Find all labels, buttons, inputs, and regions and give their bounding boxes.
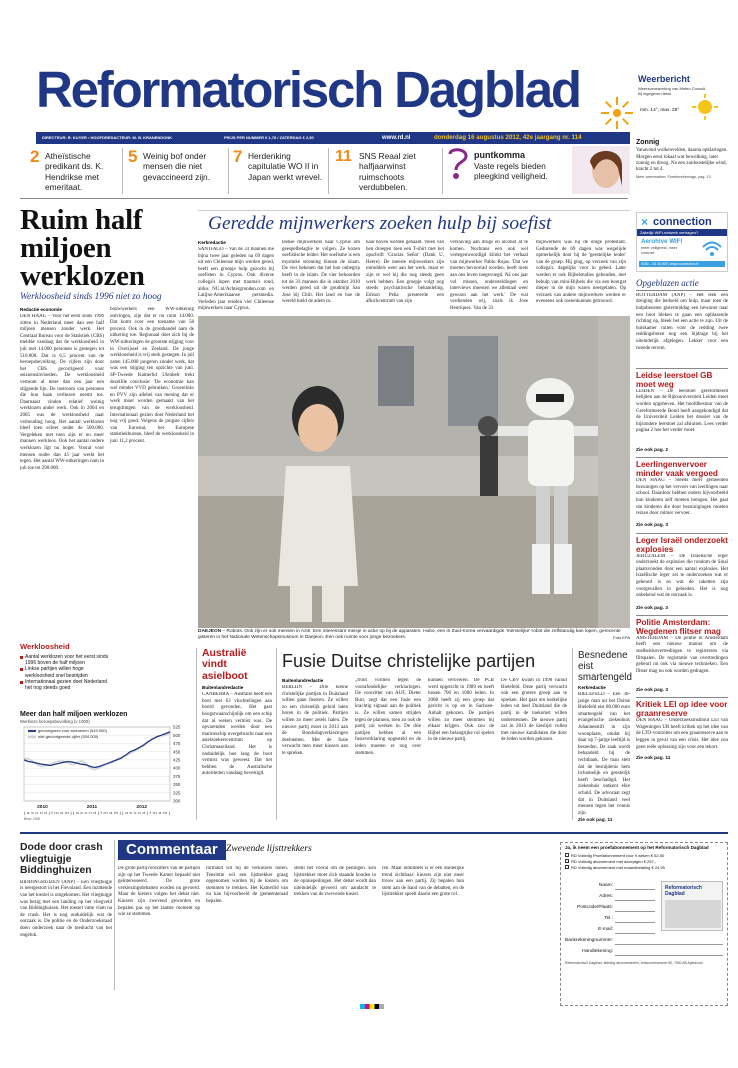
main-col-2: leense mijnwerkers naar Cyprus om geespelbetaglie te volgen. Ze kozen soefistische leider. Het soefisme is een mystieke stroming binnen de islam. De vier bekenen dat het hun onbegrip heeft in de islam. De vier behoorden tot de 33 mannen die in oktober 2010 werden gered uit de goudmijn San José bij Chili. Het land en hoe de wereld hield de adem in. [282, 240, 360, 305]
robot-photo [198, 316, 630, 628]
y-tick-label: 450 [173, 749, 181, 755]
date-bar [36, 132, 630, 144]
teaser-number: 7 [233, 148, 243, 166]
connection-sub: Zakelijk WiFi-netwerk vertragen? [637, 229, 727, 236]
form-label: Adres: [599, 894, 613, 899]
commentaar-col-4: ren. Maar inmiddels is er een duidelijke trend zichtbaar: kiezers zijn niet meer trouw aan een partij. Zij bepalen hun stem aan de hand van de debatten, en de lijsttrekker speelt daarin een grote rol. [382, 866, 464, 898]
x-tick-label: 2010 [37, 805, 48, 810]
address-field[interactable] [615, 900, 655, 901]
werkloosheid-box [20, 642, 110, 691]
puntkomma-title: puntkomma [474, 150, 526, 160]
main-byline: Kerkredactie [198, 240, 226, 245]
month-labels: j a s o n d j f m a m j j a s o n d j f m a m j j a s o n d j f m a m j [22, 811, 171, 815]
checkbox-icon[interactable] [565, 859, 569, 863]
brief-more: Zie ook pag. 3 [636, 605, 668, 611]
dode-text: BIDDINGHUIZEN (ANP) – Een vliegtuigje is neergestort in het Flevoland. Een inzittende van het toestel is omgekomen. Het vliegtuigje was bezig met een landing op het vliegveld van Biddinghuizen. Het toestel vatte vlam na de crash. Het is nog onduidelijk wat de oorzaak is. De politie en de Onderzoeksraad doen onderzoek naar de toedracht van het ongeluk. [20, 879, 112, 938]
main-col-5: mijnwerkers was hij de enige protestant. Gedurende de 69 dagen was wegelijde opmerkelijk door hij de 'geestelijke leider' van de groep. Hij ging, op verzoek van zijn collega's, dagelijks voor in gebed. Later werden er ook Bijbelstudies gehouden, met behulp van mini-Bijbels die via een boorgat dieper in de mijn waren neergelaten. Op verzoek van andere mijnwerkers werden er eveneens ook roeienkunnen getrouwd. [536, 240, 626, 305]
besnedene-byline: Kerkredactie [578, 685, 606, 690]
legend-label: niet-gecorrigeerde cijfer (504.000) [38, 734, 99, 740]
besnedene-headline: Besnedene eist smartengeld [578, 650, 632, 683]
teaser-item[interactable] [128, 148, 226, 194]
brief-more: Zie ook pag. 2 [636, 447, 668, 453]
fusie-col-3: kunnen veroveren. De PCB werd opgericht in 1989 en heeft tussen 700 en 1600 leden. In 2008 heeft zij een groep dat gericht is op en in Sachsen-Anhalt gekozen. De partijen willen zo meer stemmen bij elkaar krijgen. Ook zou de Bijbel een belangrijke rol spelen in de nieuwe partij. [428, 678, 494, 743]
teaser-number: 5 [128, 148, 138, 166]
commentaar-col-2: formand wil bij de verkiezers horen. Tenslotte wil een lijsttrekker graag opgenomen worden bij de kiezers om stemmen te trekken. Het Kamerlid van nu kan bijvoorbeeld de gemeenteraad bepalen. [206, 866, 288, 904]
puntkomma-teaser[interactable] [446, 146, 630, 194]
weather-source: Weersverwachting van Meteo Consult bij ingegeven tekst [638, 85, 706, 96]
werkloosheid-bullet: Internationaal gezien doet Nederland het nog steeds goed [20, 679, 110, 691]
caption-location: DAEJEON [198, 629, 222, 634]
teaser-number: 11 [335, 148, 352, 165]
brief-more: Zie ook pag. 11 [636, 756, 671, 762]
y-tick-label: 425 [173, 757, 181, 763]
fusie-headline: Fusie Duitse christelijke partijen [282, 651, 536, 671]
brief-headline: Leidse leerstoel GB moet weg [636, 368, 728, 389]
wifi-icon [701, 239, 723, 257]
brief-headline: Politie Amsterdam: Wegdenen flitser mag [636, 615, 728, 636]
form-label: Handtekening: [582, 949, 613, 954]
brief-more: Zie ook pag. 3 [636, 523, 668, 529]
lead-headline: Ruim half miljoen werklozen [20, 204, 145, 292]
x-icon: × [641, 215, 649, 229]
weather-today-label: Zonnig [636, 139, 660, 146]
lead-text: DEN HAAG – Voor het eerst sinds 1996 zitten in Nederland meer dan een half miljoen mensen zonder werk. Het Centraal Bureau voor de Statistiek (CBS) meldde vandaag dat de werkloosheid in juli met 14.000 personen is gestegen tot 510.000. Dat is 6,5 procent van de beroepsbevolking. De cijfers zijn door het CBS gecorrigeerd voor seizoensinvloeden. De werkloosheid vertoont al meer dan een jaar een stijgende lijn. De instroom van personen die hun baan verliezen neemt toe. Daarnaast vinden relatief weinig werklozen ander werk. Ook in 2004 en 2005 was de werkloosheid naar verhouding hoog. Het aantal werklozen bleef toen echter onder de 500.000. Vergeleken met toen zijn er nu meer mannen werkloos. Ook het aantal oudere werklozen ligt nu hoger. Vooral voor mensen ouder dan 45 jaar werkt het tegen. Het aantal WW-uitkeringen nam in juli toe tot 290.000. [20, 314, 104, 471]
y-tick-label: 375 [173, 773, 181, 779]
legend-label: gecorrigeerd voor seizoenen (510.000) [38, 728, 107, 734]
bank-field[interactable] [615, 944, 723, 945]
lead-byline: Redactie economie [20, 307, 62, 312]
postcode-field[interactable] [615, 911, 655, 912]
subscribe-newspaper [661, 881, 723, 931]
australie-text: CANBERRA – Australië heeft een boot met 63 vluchtelingen aan boord gevonden. Het gaat hoogstwaarschijnlijk om een schip dat al weken vermist was. De opvarenden werden door een marineschip overgebracht naar een asielzoekerscentrum op Christmaseiland. Het is onduidelijk hoe lang de boot vermist was geweest. Dat het bebben de Australische autoriteiten vandaag bevestigd. [202, 692, 272, 777]
werkloosheid-title: Werkloosheid [20, 642, 70, 651]
main-col-4: verslaving aan drugs en alcohol af te komen. Nochtans een ook wel vertegenwoordigd klinkt het verhaal van mijnwerker Pablo Rojas. 'Dat we moeten bevoorrad worden, heeft niets aan ons leven toegevoegd. Ná ons jaar vol missen, ondersteldingen en interviews moesten we allemaal weer gewoon aan het werk.' De wat verdienden wij, zoals ik Jose Henríquez. Van de 33 [450, 240, 528, 311]
chart-subtitle: Werkloze beroepsbevolking (x 1000) [20, 719, 90, 725]
dode-headline: Dode door crash vliegtuigje Biddinghuizen [20, 842, 103, 877]
commentaar-label: Commentaar [118, 840, 226, 860]
phone-field[interactable] [615, 922, 655, 923]
besnedene-text: BIELEFELD – Een 36-jarige man uit het Duitse Bielefeld eist 80.000 euro smartengeld van het evangelische ziekenhuis Johannesstift in zijn woonplaats, omdat hij daar op 7-jarige leeftijd is besneden. De zaak wordt behandeld bij de rechtbank. De man stelt dat de besnijdenis hem lichamelijk en geestelijk heeft beschadigd. Het ziekenhuis ontkent elke schuld. De advocaat zegt dat in Duitsland veel mensen tegen het vonnis zijn. [578, 692, 630, 816]
subscribe-option[interactable] [565, 865, 725, 871]
sun-logo-icon [600, 96, 634, 130]
weather-more: Meer weermaken: Foreberekenings, pag. 13 [636, 174, 711, 179]
legend-swatch [28, 730, 36, 732]
teaser-number: 2 [30, 148, 40, 166]
legend-swatch [28, 736, 36, 738]
registration-mark [360, 1004, 384, 1009]
connection-ad[interactable] [636, 212, 728, 272]
commentaar-col-3: stemt het vooral om de peilingen. Een lijsttrekker moet zich staande houden in de opiniepeilingen. Het debat wordt dan uiteindelijk gevoerd om aandacht te trekken van de zwevende kiezer. [294, 866, 376, 898]
brief-text: ROTTERDAM (ANP) – Het leek een dreiging die bedoeld om hulp, maar toen de hulpdiensten gistermiddag een bewoner naar een boot bleken te gaan een opblazende richting op, bleek het een actie te zijn. Uit de huiskamer ruiten voor de redding twee reddingsboten nog een bijdrage bij het uiteindelijk afgelegen. Lekker voor een tweede terrein. [636, 292, 728, 351]
main-col-1: SANTIAGO – Van de 33 mannen die bijna twee jaar geleden na 69 dagen uit een Chileense mijn werden gered, heeft een groepje hulp gezocht bij soefisten in Cyprus. Ook diverse collega's lopen met trauma's rond, aldus NU.nl/Achtergronden.com en Latijns-Amerikaanse persmedia. Verleden jaar reisden vier Chileense mijnwerkers naar Cyprus. [198, 247, 274, 312]
brief-text: AMSTERDAM – De politie in Amsterdam heeft een nieuwe manier om de snelheidsovertredingen te registreren via flitspalen. De registratie van overtredingen gebeurt nu ook via nieuwe technieken. Een flitser mag nu ook worden gedragen. [636, 635, 728, 674]
chart-container [20, 710, 194, 822]
y-tick-label: 400 [173, 765, 181, 771]
form-label: Bankrekeningnummer: [565, 938, 614, 943]
line-chart [20, 723, 194, 822]
option-label: RD Volledig abonnement met maandbetaling € 24,95 [571, 865, 665, 870]
fusie-col-4: De CBV kwam in 1990 vanuit Bielefeld. Deze partij verwacht ook een grotere groep aan te spreken. Het gaat om kerkelijke leden uit heel Duitsland die de partij in de toekomst willen ondersteunen. De nieuwe partij zal in 2013 de kieslijst vullen met nieuwe kandidaten die door de leden worden gekozen. [501, 678, 567, 743]
masthead-title: Reformatorisch Dagblad [36, 61, 580, 118]
weather-temps: min. 14°, max. 28° [640, 108, 680, 113]
chart-title: Meer dan half miljoen werklozen [20, 711, 128, 718]
email-field[interactable] [615, 933, 655, 934]
australie-headline: Australië vindt asielboot [202, 648, 248, 682]
chart-source: Bron: CBS [24, 817, 41, 821]
fusie-col-1: BERLIJN – Drie kleine christelijke partijen in Duitsland willen gaan fuseren. Ze willen zo een christelijk geluid laten horen in de politiek. Partijen willen zo meer zetels halen. De nieuwe partij moet in 2013 aan de Bondsdagverkiezingen deelnemen. Met de fusie verwacht men meer kiezers aan te spreken. [282, 685, 348, 756]
connection-logo: connection [653, 216, 712, 228]
brief-headline: Leger Israël onderzoekt explosies [636, 533, 728, 554]
main-headline: Geredde mijnwerkers zoeken hulp bij soefist [208, 213, 552, 234]
price-line: PRIJS PER NUMMER € 1,78 / ZATERDAG € 2,50 [224, 135, 314, 140]
lead-col-1 [20, 307, 104, 545]
option-label: RD Volledig Proefabonnement voor 9 weken € 52,50 [571, 853, 665, 858]
signature-field[interactable] [615, 955, 723, 956]
puntkomma-logo-icon [446, 148, 472, 180]
caption-text: – Robots. Ook zijn er ook mensen in Azië. Een interessant meisje in actie op bij de apparaten. Hubo, een in Zuid-Korea vervaardigde 'menselijke' robot die zelfstandig kan lopen, gerecente gisteren in het Nationale Wetenschapsmuseum in Daejeon. Een ook ruimte voor jonge bezoekers. [198, 629, 621, 640]
commentaar-col-1: De grote partijvoorzitters van de partijen zijn op het Tweede Kamer bepaald niet geïnteresseerd. De grote verkiezingsdebatten worden nu gevoerd. Maar de kiezers volgen het debat niet. Kiezers zijn zwevend geworden en bepalen pas op het laatste moment op wie ze stemmen. [118, 866, 200, 918]
y-tick-label: 475 [173, 741, 181, 747]
teaser-item[interactable] [30, 148, 120, 194]
y-tick-label: 350 [173, 782, 181, 788]
directie-line: DIRECTEUR: R. KUYER • HOOFDREDACTEUR: M. B. KRANENDONK [42, 135, 173, 140]
teaser-item[interactable] [233, 148, 327, 194]
lead-col-2: bouwwerkers een WW-uitkering ontvingen, zijn dat er nu ruim 14.000. Dat komt voor een toename van 58 procent. Ook in de groothandel nam de uitkering toe. Regionaal doet zich bij de WW-uitkeringen de grootste stijging voor in Overijssel en Zeeland. De jonge werkloosheid is vrij sterk gestegen. In juli zaten 145.000 jongeren zonder werk, dat was een stijging ten opzichte van juni. SP-Tweede Kamerlid Ulenbelt trekt dezelfde conclusie: 'De economie kan wel minder VVD gebruiken.' Groenlinks en PVV zijn allebei van mening dat er werk moet worden gemaakt van het terugdringen van de werkloosheid. Internationaal gezien doet Nederland het nog vrij goed. Volgens de jongste cijfers van Eurostat, het Europese statistiekbureau, bleef de werkloosheid in juni 11,2 procent. [110, 307, 194, 444]
y-tick-label: 500 [173, 732, 181, 738]
photo-credit: Foto EPA [613, 635, 630, 640]
lead-subhead: Werkloosheid sinds 1996 niet zo hoog [20, 292, 162, 302]
subscribe-footer: Reformatorisch Dagblad, afdeling abonnementen, Antwoordnummer 50, 7500 AB Apeldoorn [565, 961, 703, 965]
main-col-3: naar boven werden gehaald. Velen van hen droegen toen een T-shirt met het opschrift 'Gracias Señor' (Dank U, Heere). De meeste mijnwerkers zijn inmiddels weer aan het werk, maar er zijn er wel bij die nog steeds geen werk hebben. Een groepje volgt nog steeds psychiatrische behandeling. Edison Peña presteerde een afkickcentrum van zijn [366, 240, 444, 305]
brief-text: DEN HAAG – Steeds meer gemeenten bezuinigen op het vervoer van leerlingen naar school. Daardoor hebben ouders bijvoorbeeld hun kinderen zelf moeten brengen. Het gaat om kinderen die door bezuinigingen moeten reizen door ruimer vervoer. [636, 478, 728, 517]
brief-text: JERUZALEM – De Israëlische leger onderzoekt de explosies die rondom de Sinaï plaatsvonden door een aantal explosies. Het Israëlische leger zei te onderzoeken wat er gebeurd is en wat de raketten zijn voorgevallen in gebieden. Het is nog onbekend wat de oorzaak is. [636, 553, 728, 599]
teaser-item[interactable] [335, 148, 445, 194]
form-label: Postcode/Plaats: [577, 905, 613, 910]
werkloosheid-bullet: Aantal werklozen voor het eerst sinds 1996 boven de half miljoen [20, 654, 110, 666]
y-tick-label: 325 [173, 790, 181, 796]
subscribe-title: Ja, ik neem een proefabonnement op het Reformatorisch Dagblad [565, 845, 709, 850]
connection-product: Aerohive WIFI [641, 238, 683, 245]
australie-byline: Buitenlandredactie [202, 685, 244, 691]
checkbox-icon[interactable] [565, 853, 569, 857]
y-tick-label: 300 [173, 798, 181, 804]
form-label: Tel.: [604, 916, 613, 921]
option-label: RD Volledig abonnement met acceptgiro € 257,- [571, 859, 657, 864]
fusie-byline: Buitenlandredactie [282, 678, 324, 683]
weather-today-text: Vanavond wolkenvelden, daarna opklaringen. Morgen eerst lokaal wat bewolking, later zonnig en droog. Na een zuidoostelijke wind, kracht 2 tot 4. [636, 148, 728, 173]
brief-text: LEIDEN – De leerstoel gereformeerd belijden aan de Rijksuniversiteit Leiden moet worden opgeheven. Het hoofdbestuur van de Gereformeerde Bond heeft aangekondigd dat de Universiteit Leiden het dossier van de bijzondere leerstoel zal afsluiten. Lees verder pagina 2 hoe het verder moet. [636, 388, 728, 434]
brief-more: Zie ook pag. 3 [636, 687, 668, 693]
brief-text: DEN HAAG – Onderzoeksinstituut LEI van Wageningen UR heeft kritiek op het idee van de LTO-voorzitter om een graanreserve aan te leggen in geval van een crisis. Het idee zou geen reële oplossing zijn voor een tekort. [636, 718, 728, 750]
puntkomma-text: Vaste regels bieden pleegkind veiligheid. [474, 162, 548, 181]
date-line: donderdag 16 augustus 2012, 42e jaargang nr. 114 [434, 134, 582, 141]
fusie-col-2: „front vormen tegen de voorafondelijke verklaringen. De voorzitter van AUF, Dieter Burr, zegt dat een fusie een krachtig signaal aan de politiek is. Ze willen samen strijden tegen de plannen, toen zo ook de partij zal werken in. De drie partijen hebben al een fusieverklaring opgesteld en de leden moeten er nog over stemmen. [355, 678, 421, 756]
form-label: E-mail: [598, 927, 613, 932]
subscribe-logo: Reformatorisch Dagblad [665, 885, 702, 897]
teaser-text: Weinig bof onder mensen die niet gevaccineerd zijn. [143, 151, 211, 182]
commentaar-title: Zwevende lijsttrekkers [226, 843, 312, 854]
checkbox-icon[interactable] [565, 865, 569, 869]
besnedene-more: Zie ook pag. 11 [578, 818, 613, 824]
werkloosheid-bullet: Linkse partijen willen hoge werkloosheid snel bestrijden [20, 666, 110, 678]
website-link[interactable]: www.rd.nl [382, 135, 411, 141]
connection-sub2: meer veiligheid, meer controle [641, 246, 678, 255]
woman-photo [572, 146, 630, 194]
brief-headline: Kritiek LEI op idee voor graanreserve [636, 697, 728, 718]
y-tick-label: 525 [173, 724, 181, 730]
brief-header: Opgeblazen actie [636, 278, 728, 291]
x-tick-label: 2012 [136, 805, 148, 810]
connection-phone: 0180 – 53 33 000 | www.connection.nl [639, 261, 725, 267]
weather-sun-icon [692, 94, 718, 120]
x-tick-label: 2011 [86, 805, 98, 810]
teaser-text: SNS Reaal ziet halfjaarwinst ruimschoots verdubbelen. [359, 151, 416, 193]
teaser-text: Herdenking capitulatie WO II in Japan werkt wrevel. [248, 151, 323, 182]
name-field[interactable] [615, 889, 655, 890]
brief-headline: Leerlingenvervoer minder vaak vergoed [636, 457, 728, 478]
teaser-text: Atheïstische predikant ds. K. Hendrikse met emeritaat. [45, 151, 104, 193]
weather-title: Weerbericht [638, 74, 690, 84]
photo-caption [198, 629, 630, 641]
form-label: Naam: [598, 883, 613, 888]
subscribe-coupon [560, 842, 728, 1006]
